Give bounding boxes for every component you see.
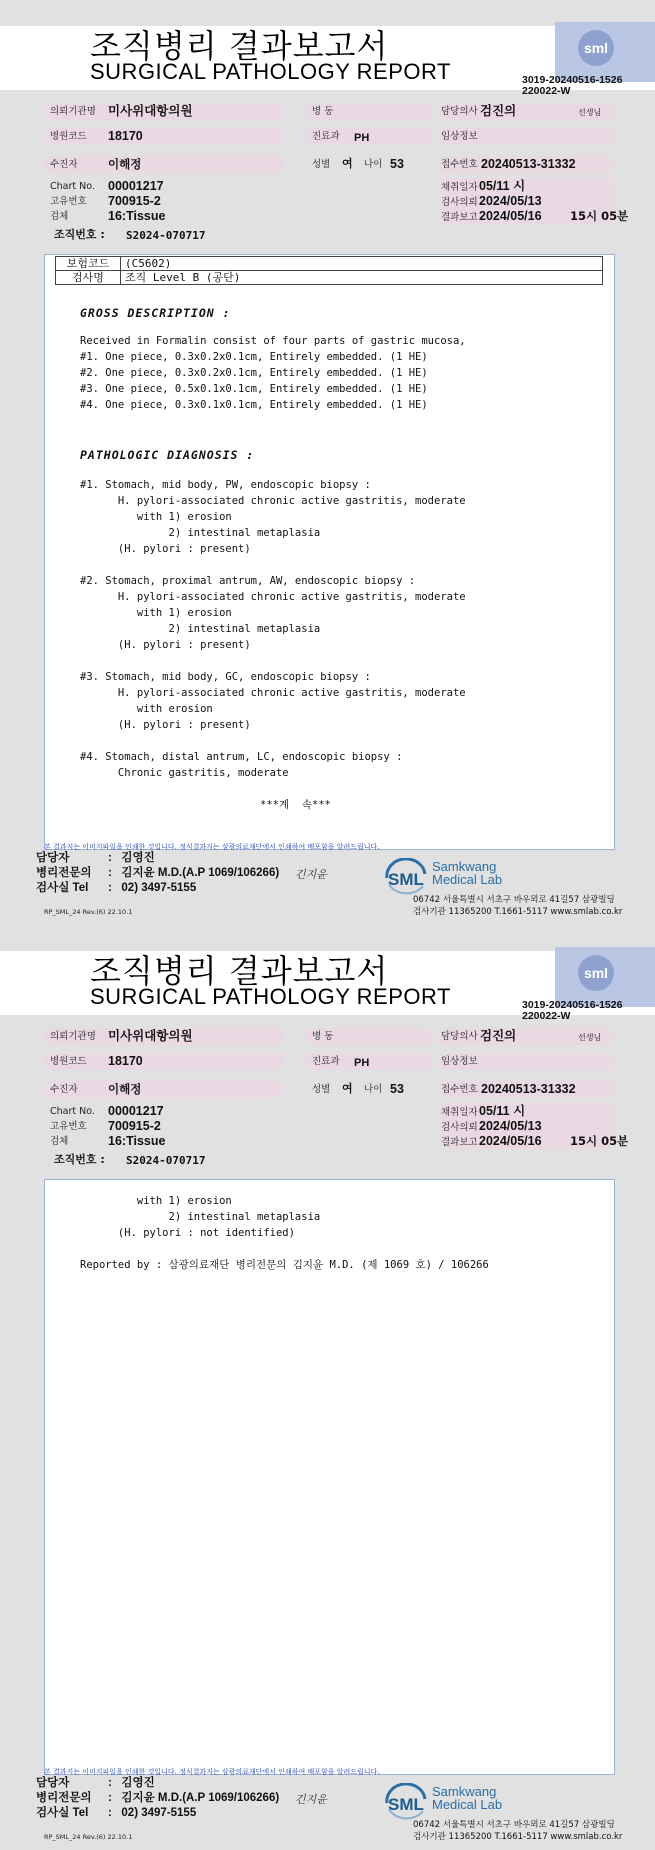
specimen-label: 검체 (50, 211, 69, 222)
collection-date-value: 05/11 시 (479, 1104, 526, 1118)
result-report-time: 15시 05분 (570, 209, 629, 223)
hospital-code-label: 병원코드 (50, 1056, 87, 1067)
patient-field (44, 1081, 284, 1098)
report-line: Chronic gastritis, moderate (80, 767, 289, 779)
form-revision: RP_SML_24 Rev.(6) 22.10.1 (44, 908, 133, 916)
doctor-value: 검진의 (480, 104, 517, 118)
unique-no-value: 700915-2 (108, 194, 161, 208)
report-line: #1. Stomach, mid body, PW, endoscopic biopsy : (80, 479, 371, 491)
report-title-korean: 조직병리 결과보고서 (90, 952, 389, 990)
test-name-label: 검사명 (56, 271, 121, 285)
lab-address-line-1: 06742 서울특별시 서초구 바우뫼로 41길57 삼광빌딩 (413, 1820, 615, 1830)
pathologist-signature: 긴지윤 (295, 1793, 327, 1806)
report-section-heading: PATHOLOGIC DIAGNOSIS : (80, 448, 255, 462)
pathologist-signature: 긴지윤 (295, 868, 327, 881)
collection-date-value: 05/11 시 (479, 179, 526, 193)
lab-name-line-1: Samkwang (432, 1784, 497, 1799)
collection-date-label: 채취일자 (441, 182, 478, 193)
unique-no-label: 고유번호 (50, 196, 87, 207)
pathologist-label: 병리전문의 (36, 1792, 92, 1804)
sex-label: 성별 (312, 159, 331, 170)
test-name-row (56, 271, 603, 285)
result-report-label: 결과보고 (441, 1137, 478, 1148)
unique-no-label: 고유번호 (50, 1121, 87, 1132)
sex-value: 여 (342, 1082, 353, 1095)
report-line: with erosion (80, 703, 213, 715)
manager-label: 담당자 (36, 1777, 70, 1789)
report-line: with 1) erosion (80, 607, 232, 619)
clinical-info-label: 임상정보 (441, 131, 478, 142)
specimen-label: 검체 (50, 1136, 69, 1147)
pathologist-value: : 김지윤 M.D.(A.P 1069/106266) (108, 867, 280, 879)
department-label: 진료과 (312, 131, 340, 142)
test-request-label: 검사의뢰 (441, 197, 478, 208)
report-line: 2) intestinal metaplasia (80, 1211, 321, 1223)
specimen-value: 16:Tissue (108, 1134, 166, 1148)
doctor-suffix: 선생님 (578, 1033, 602, 1042)
chart-no-value: 00001217 (108, 1104, 164, 1118)
lab-name-line-2: Medical Lab (432, 1797, 503, 1812)
report-code-2: 220022-W (522, 85, 571, 97)
report-line: #4. Stomach, distal antrum, LC, endoscopic biopsy : (80, 751, 403, 763)
collection-date-label: 채취일자 (441, 1107, 478, 1118)
tel-value: : 02) 3497-5155 (108, 1807, 197, 1819)
doctor-value: 검진의 (480, 1029, 517, 1043)
report-line: #3. Stomach, mid body, GC, endoscopic biopsy : (80, 671, 371, 683)
insurance-code-value: (C5602) (121, 257, 603, 271)
report-line: (H. pylori : present) (80, 543, 251, 555)
lab-address-line-2: 검사기관 11365200 T.1661-5117 www.smlab.co.kr (413, 1832, 623, 1842)
tissue-no-value: S2024-070717 (126, 229, 206, 242)
samkwang-logo-icon (383, 1783, 429, 1823)
patient-name-value: 이해정 (108, 157, 142, 171)
report-line: (H. pylori : not identified) (80, 1227, 295, 1239)
age-label: 나이 (364, 159, 383, 170)
report-title-korean: 조직병리 결과보고서 (90, 27, 389, 65)
lab-name (432, 1785, 502, 1811)
tel-label: 검사실 Tel (36, 882, 89, 894)
report-line: #3. One piece, 0.5x0.1x0.1cm, Entirely embedded. (1 HE) (80, 383, 428, 395)
lab-name-line-1: Samkwang (432, 859, 497, 874)
age-value: 53 (390, 1082, 404, 1096)
unique-no-value: 700915-2 (108, 1119, 161, 1133)
sml-logo-icon: sml (578, 30, 614, 66)
patient-label: 수진자 (50, 159, 78, 170)
report-line: #2. One piece, 0.3x0.2x0.1cm, Entirely embedded. (1 HE) (80, 367, 428, 379)
sex-value: 여 (342, 157, 353, 170)
department-label: 진료과 (312, 1056, 340, 1067)
report-line: with 1) erosion (80, 511, 232, 523)
tissue-no-value: S2024-070717 (126, 1154, 206, 1167)
result-report-label: 결과보고 (441, 212, 478, 223)
svg-text:SML: SML (388, 870, 424, 889)
tissue-no-label: 조직번호 : (54, 228, 105, 241)
report-title-english: SURGICAL PATHOLOGY REPORT (90, 59, 451, 84)
department-value: PH (354, 132, 370, 144)
print-notice: 본 결과지는 이미지파일을 인쇄한 것입니다. 정식결과지는 삼광의료재단에서 인쇄하여 배포함을 알려드립니다. (44, 843, 380, 851)
accession-value: 20240513-31332 (481, 1082, 576, 1096)
result-report-time: 15시 05분 (570, 1134, 629, 1148)
report-code-1: 3019-20240516-1526 (522, 999, 623, 1011)
report-line: Reported by : 삼광의료재단 병리전문의 김지윤 M.D. (제 1069 호) / 106266 (80, 1259, 489, 1271)
report-line: 2) intestinal metaplasia (80, 527, 321, 539)
report-page-2 (0, 925, 655, 1850)
report-line: with 1) erosion (80, 1195, 232, 1207)
patient-label: 수진자 (50, 1084, 78, 1095)
result-report-date: 2024/05/16 (479, 1134, 542, 1148)
pathologist-label: 병리전문의 (36, 867, 92, 879)
samkwang-logo-icon (383, 858, 429, 898)
doctor-label: 담당의사 (441, 1031, 478, 1042)
report-title-english: SURGICAL PATHOLOGY REPORT (90, 984, 451, 1009)
pathologist-value: : 김지윤 M.D.(A.P 1069/106266) (108, 1792, 280, 1804)
report-line: H. pylori-associated chronic active gastritis, moderate (80, 495, 466, 507)
institution-value: 미사위대항의원 (108, 1029, 193, 1043)
chart-no-label: Chart No. (50, 181, 95, 192)
tel-label: 검사실 Tel (36, 1807, 89, 1819)
report-line: Received in Formalin consist of four parts of gastric mucosa, (80, 335, 466, 347)
lab-address (413, 894, 622, 918)
lab-address-line-1: 06742 서울특별시 서초구 바우뫼로 41길57 삼광빌딩 (413, 895, 615, 905)
institution-label: 의뢰기관명 (50, 1031, 96, 1042)
lab-name-line-2: Medical Lab (432, 872, 503, 887)
department-value: PH (354, 1057, 370, 1069)
print-notice: 본 결과지는 이미지파일을 인쇄한 것입니다. 정식결과지는 삼광의료재단에서 인쇄하여 배포함을 알려드립니다. (44, 1768, 380, 1776)
lab-address-line-2: 검사기관 11365200 T.1661-5117 www.smlab.co.kr (413, 907, 623, 917)
test-request-value: 2024/05/13 (479, 194, 542, 208)
accession-value: 20240513-31332 (481, 157, 576, 171)
chart-no-value: 00001217 (108, 179, 164, 193)
report-line: (H. pylori : present) (80, 719, 251, 731)
report-line: #2. Stomach, proximal antrum, AW, endoscopic biopsy : (80, 575, 416, 587)
manager-value: : 김영진 (108, 1777, 155, 1789)
accession-label: 접수번호 (441, 1084, 478, 1095)
chart-no-label: Chart No. (50, 1106, 95, 1117)
test-request-label: 검사의뢰 (441, 1122, 478, 1133)
institution-value: 미사위대항의원 (108, 104, 193, 118)
sml-logo-icon: sml (578, 955, 614, 991)
test-request-value: 2024/05/13 (479, 1119, 542, 1133)
patient-name-value: 이해정 (108, 1082, 142, 1096)
institution-label: 의뢰기관명 (50, 106, 96, 117)
lab-address (413, 1819, 622, 1843)
svg-text:SML: SML (388, 1795, 424, 1814)
doctor-suffix: 선생님 (578, 108, 602, 117)
report-line: #1. One piece, 0.3x0.2x0.1cm, Entirely embedded. (1 HE) (80, 351, 428, 363)
report-line: ***계 속*** (260, 799, 331, 811)
manager-value: : 김영진 (108, 852, 155, 864)
ward-label: 병 동 (312, 1031, 334, 1042)
hospital-code-label: 병원코드 (50, 131, 87, 142)
hospital-code-value: 18170 (108, 129, 143, 143)
report-line: H. pylori-associated chronic active gastritis, moderate (80, 687, 466, 699)
lab-name (432, 860, 502, 886)
hospital-code-value: 18170 (108, 1054, 143, 1068)
manager-label: 담당자 (36, 852, 70, 864)
report-line: 2) intestinal metaplasia (80, 623, 321, 635)
age-label: 나이 (364, 1084, 383, 1095)
ward-label: 병 동 (312, 106, 334, 117)
report-section-heading: GROSS DESCRIPTION : (80, 306, 231, 320)
form-revision: RP_SML_24 Rev.(6) 22.10.1 (44, 1833, 133, 1841)
report-line: (H. pylori : present) (80, 639, 251, 651)
sex-label: 성별 (312, 1084, 331, 1095)
test-name-value: 조직 Level B (공단) (121, 271, 603, 285)
result-report-date: 2024/05/16 (479, 209, 542, 223)
insurance-code-label: 보험코드 (56, 257, 121, 271)
report-code-1: 3019-20240516-1526 (522, 74, 623, 86)
report-code-2: 220022-W (522, 1010, 571, 1022)
report-line: #4. One piece, 0.3x0.1x0.1cm, Entirely embedded. (1 HE) (80, 399, 428, 411)
tissue-no-label: 조직번호 : (54, 1153, 105, 1166)
specimen-value: 16:Tissue (108, 209, 166, 223)
report-line: H. pylori-associated chronic active gastritis, moderate (80, 591, 466, 603)
patient-field (44, 156, 284, 173)
clinical-info-label: 임상정보 (441, 1056, 478, 1067)
tel-value: : 02) 3497-5155 (108, 882, 197, 894)
accession-label: 접수번호 (441, 159, 478, 170)
test-code-table (55, 256, 603, 285)
age-value: 53 (390, 157, 404, 171)
insurance-code-row (56, 257, 603, 271)
doctor-label: 담당의사 (441, 106, 478, 117)
